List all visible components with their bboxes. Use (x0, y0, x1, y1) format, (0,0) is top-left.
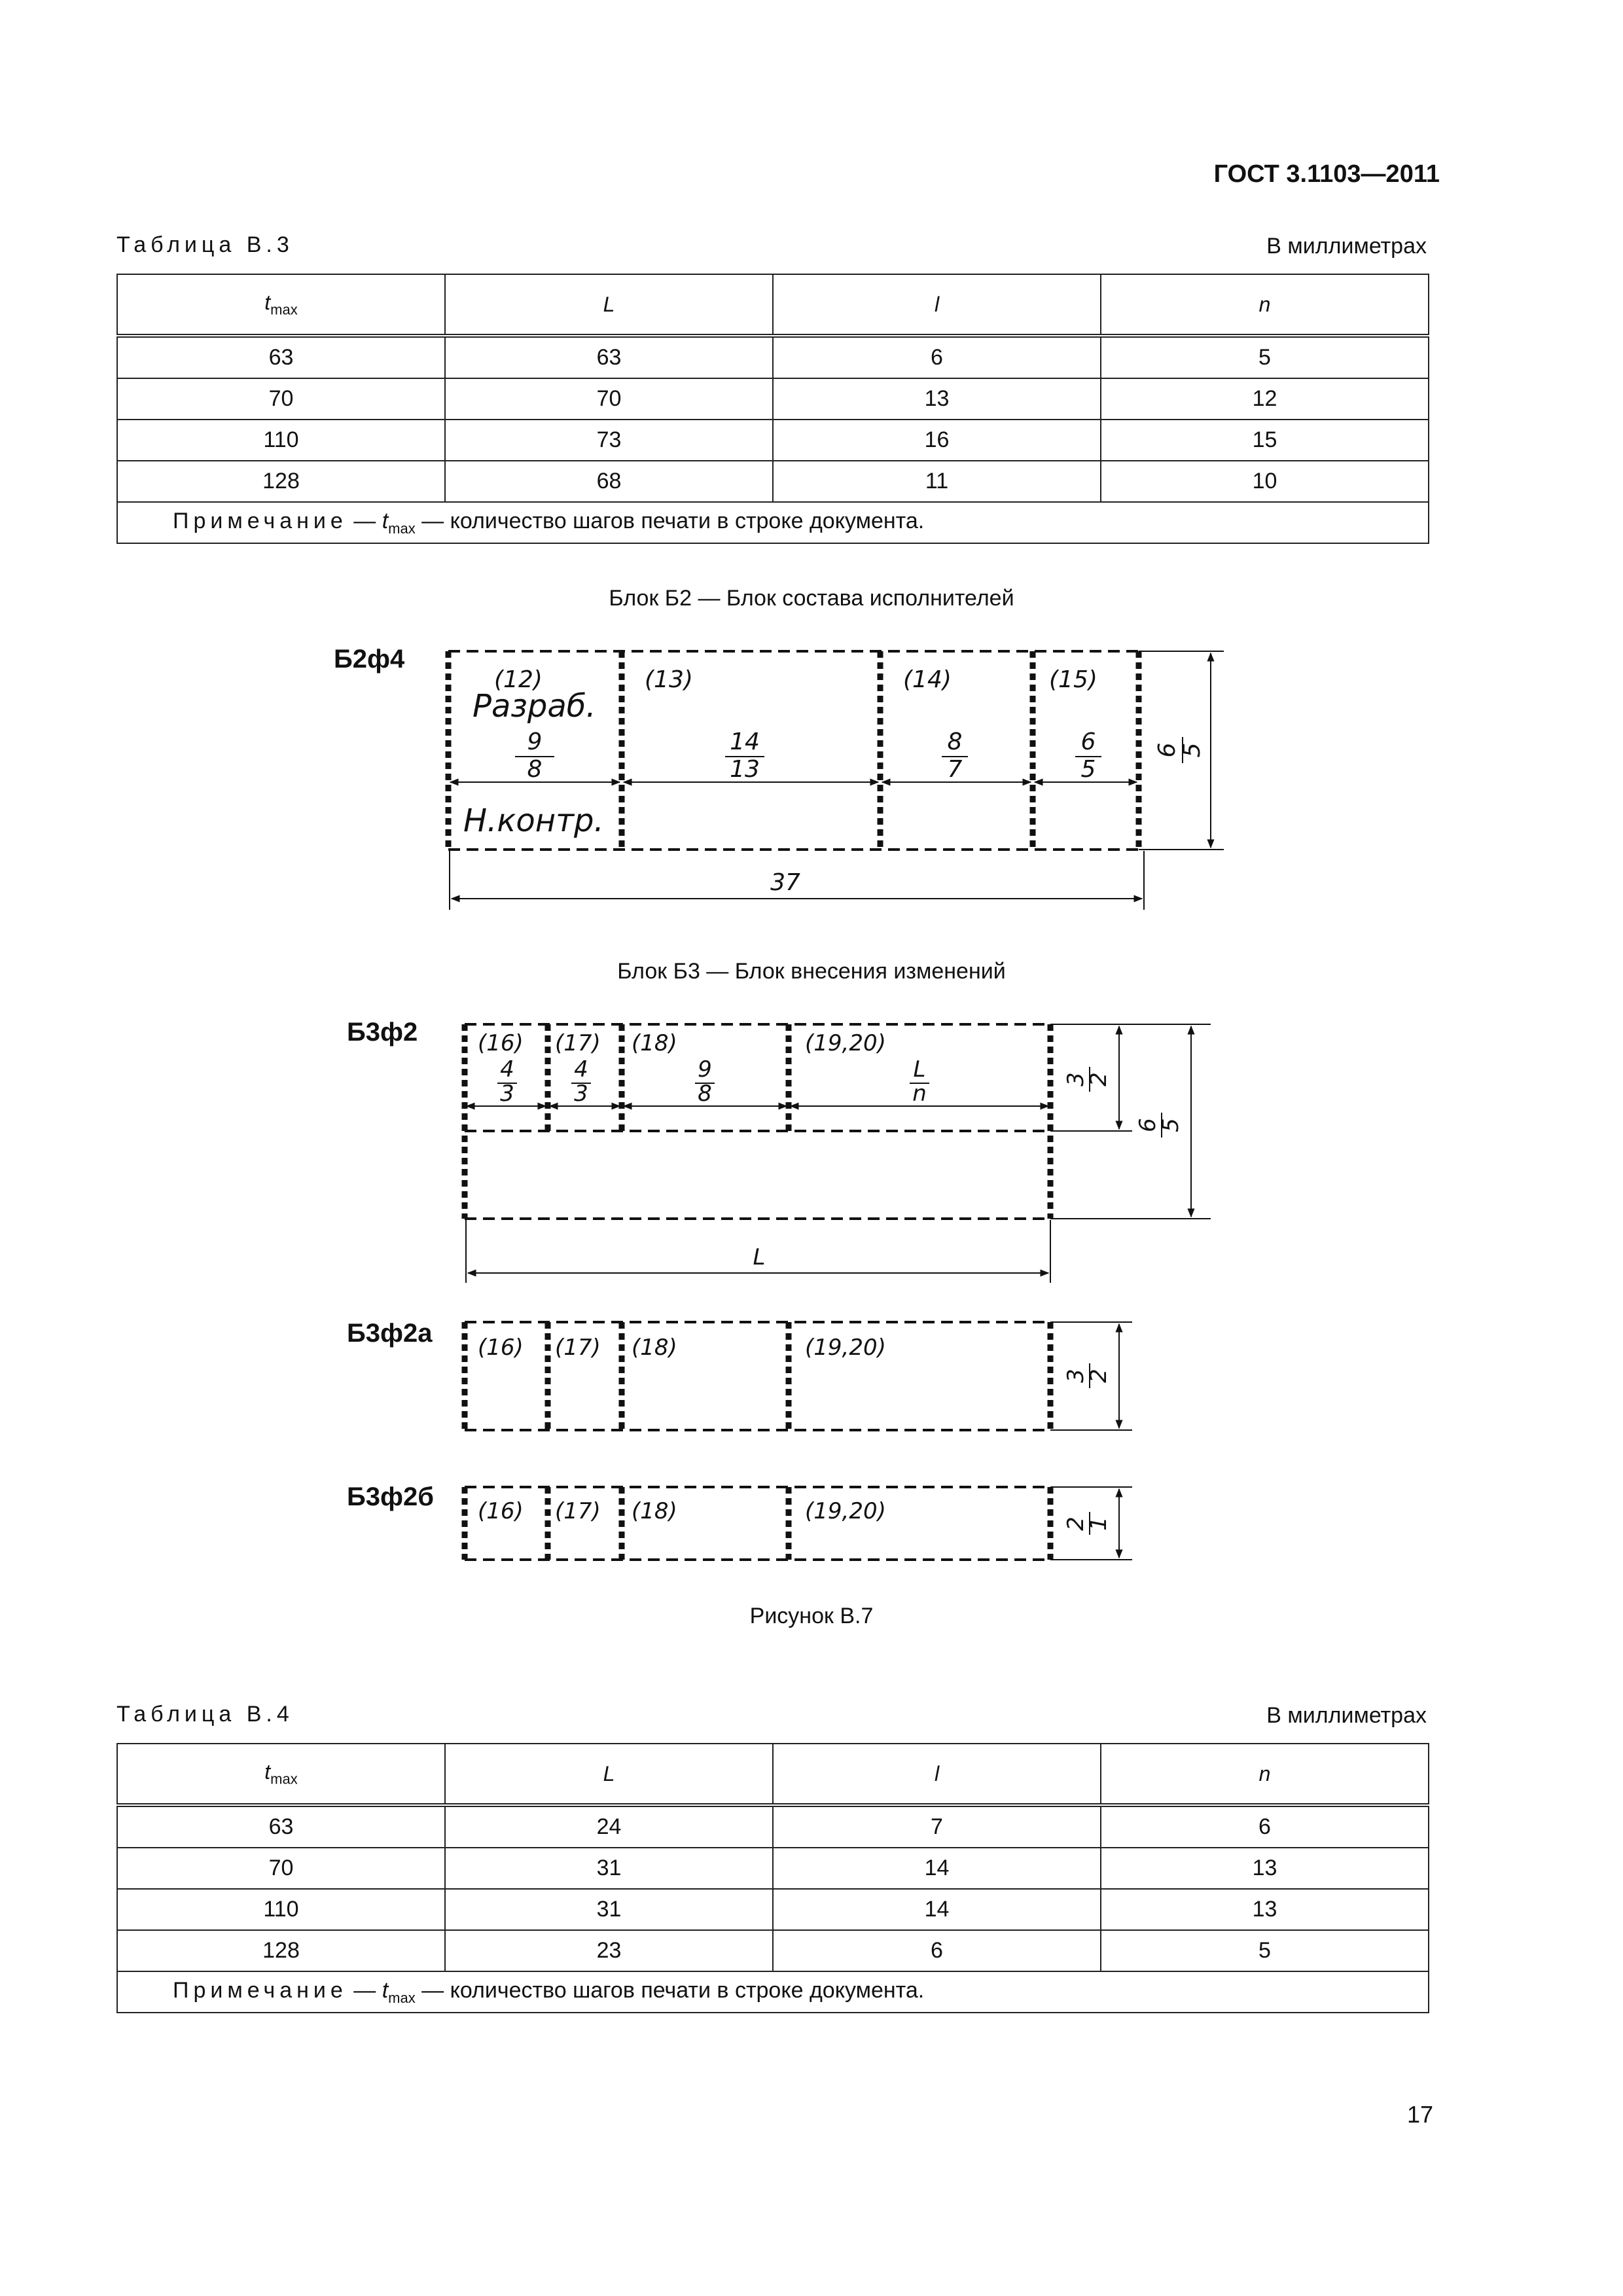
table-note-row (117, 1971, 1429, 2013)
width-denominator: 8 (527, 756, 543, 783)
width-numerator: L (913, 1056, 926, 1083)
table-cell: 15 (1101, 420, 1429, 461)
height-denominator: 5 (1179, 742, 1205, 758)
field-label: (14) (903, 666, 952, 693)
field-label: (12) (494, 666, 543, 693)
block-b3a-code: Б3ф2а (347, 1319, 433, 1348)
block-b3b-labels (478, 1498, 1112, 1531)
table-cell: 6 (1101, 1805, 1429, 1848)
document-code: ГОСТ 3.1103—2011 (1213, 160, 1440, 188)
field-label: (19,20) (805, 1030, 886, 1056)
table-cell: 6 (773, 1930, 1101, 1971)
table-cell: 63 (117, 1805, 445, 1848)
height-numerator: 6 (1135, 1118, 1161, 1132)
table-cell: 31 (445, 1848, 773, 1889)
block-b3a-labels (478, 1335, 1112, 1383)
table-cell: 16 (773, 420, 1101, 461)
block-b2-labels (463, 666, 1205, 896)
field-label: (18) (632, 1030, 677, 1056)
table-cell: 70 (445, 378, 773, 420)
width-numerator: 9 (698, 1056, 712, 1083)
width-numerator: 9 (527, 728, 543, 755)
table-cell: 73 (445, 420, 773, 461)
width-numerator: 6 (1080, 728, 1096, 755)
header-t-max: $t_{max}$ (117, 274, 445, 336)
table-cell: 5 (1101, 336, 1429, 378)
total-width: L (753, 1244, 766, 1270)
block-b2-code: Б2ф4 (334, 645, 405, 673)
header-n: n (1101, 1744, 1429, 1805)
height-denominator: 5 (1158, 1118, 1184, 1132)
width-denominator: 8 (698, 1081, 712, 1107)
height-numerator: 6 (1154, 742, 1181, 758)
table-cell: 23 (445, 1930, 773, 1971)
header-l: l (773, 274, 1101, 336)
table-cell: 14 (773, 1848, 1101, 1889)
field-label: (17) (555, 1030, 601, 1056)
field-label: (16) (478, 1498, 524, 1524)
table-cell: 13 (773, 378, 1101, 420)
block-b2-title: Блок Б2 — Блок состава исполнителей (609, 586, 1014, 611)
table-b3-caption: Таблица В.3 (116, 232, 294, 257)
block-b3-labels (478, 1030, 1184, 1270)
width-numerator: 4 (500, 1056, 514, 1083)
block-b3-code: Б3ф2 (347, 1018, 418, 1047)
table-cell: 128 (117, 461, 445, 502)
width-denominator: 3 (500, 1081, 514, 1107)
table-cell: 10 (1101, 461, 1429, 502)
table-row (117, 1930, 1429, 1971)
table-cell: 11 (773, 461, 1101, 502)
table-cell: 6 (773, 336, 1101, 378)
header-l: l (773, 1744, 1101, 1805)
table-b3-units: В миллиметрах (1266, 234, 1427, 259)
table-b4-caption: Таблица В.4 (116, 1702, 294, 1727)
row-height-numerator: 3 (1063, 1072, 1089, 1086)
height-denominator: 1 (1086, 1516, 1112, 1531)
table-cell: 13 (1101, 1889, 1429, 1930)
figure-caption: Рисунок В.7 (749, 1604, 874, 1628)
table-cell: 68 (445, 461, 773, 502)
field-label: (17) (555, 1498, 601, 1524)
table-b4 (116, 1743, 1429, 2013)
header-L: L (445, 1744, 773, 1805)
field-label: (19,20) (805, 1498, 886, 1524)
stamp-label-razrab: Разраб. (473, 688, 596, 725)
table-cell: 12 (1101, 378, 1429, 420)
field-label: (13) (645, 666, 693, 693)
header-L: L (445, 274, 773, 336)
table-b4-units: В миллиметрах (1266, 1703, 1427, 1728)
width-denominator: 13 (730, 756, 760, 783)
table-cell: 63 (117, 336, 445, 378)
header-n: n (1101, 274, 1429, 336)
width-denominator: 3 (574, 1081, 588, 1107)
field-label: (19,20) (805, 1335, 886, 1361)
table-cell: 13 (1101, 1848, 1429, 1889)
table-row (117, 1805, 1429, 1848)
table-cell: 63 (445, 336, 773, 378)
block-b3b-code: Б3ф2б (347, 1482, 434, 1511)
width-denominator: n (912, 1081, 927, 1107)
table-cell: 70 (117, 1848, 445, 1889)
header-t-max: $t_{max}$ (117, 1744, 445, 1805)
table-cell: 14 (773, 1889, 1101, 1930)
table-note: Примечание — $t_{max}$ — количество шагов печати в строке документа. (117, 1971, 1429, 2013)
field-label: (16) (478, 1030, 524, 1056)
table-cell: 70 (117, 378, 445, 420)
row-height-denominator: 2 (1086, 1072, 1112, 1086)
field-label: (18) (632, 1498, 677, 1524)
field-label: (15) (1049, 666, 1097, 693)
field-label: (16) (478, 1335, 524, 1361)
total-width: 37 (770, 869, 800, 896)
width-numerator: 4 (574, 1056, 588, 1083)
table-cell: 7 (773, 1805, 1101, 1848)
height-numerator: 3 (1063, 1369, 1089, 1383)
table-row (117, 1889, 1429, 1930)
table-cell: 5 (1101, 1930, 1429, 1971)
width-numerator: 14 (730, 728, 760, 755)
field-label: (18) (632, 1335, 677, 1361)
table-cell: 110 (117, 420, 445, 461)
table-row (117, 1848, 1429, 1889)
stamp-label-nkontr: Н.контр. (463, 802, 604, 839)
table-cell: 24 (445, 1805, 773, 1848)
height-numerator: 2 (1063, 1516, 1089, 1531)
width-denominator: 7 (947, 756, 963, 783)
table-cell: 128 (117, 1930, 445, 1971)
table-cell: 31 (445, 1889, 773, 1930)
page-number: 17 (1407, 2101, 1434, 2128)
table-b4-header-row (117, 1744, 1429, 1805)
block-b3-title: Блок Б3 — Блок внесения изменений (617, 959, 1006, 984)
table-note: Примечание — $t_{max}$ — количество шагов печати в строке документа. (117, 502, 1429, 543)
field-label: (17) (555, 1335, 601, 1361)
table-cell: 110 (117, 1889, 445, 1930)
height-denominator: 2 (1086, 1369, 1112, 1383)
width-numerator: 8 (947, 728, 963, 755)
width-denominator: 5 (1080, 756, 1096, 783)
